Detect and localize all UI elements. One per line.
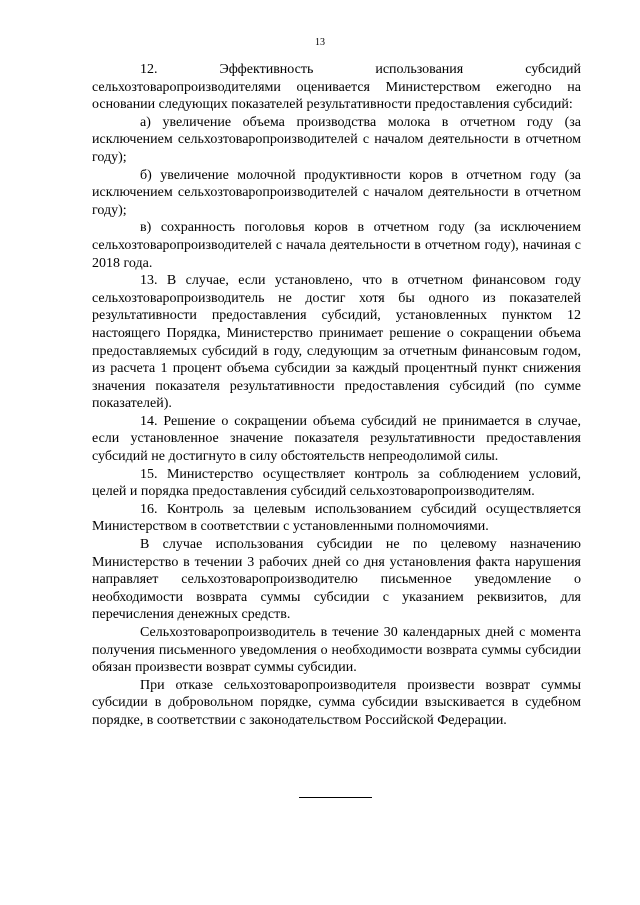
- paragraph-12a: а) увеличение объема производства молока в отчетном году (за исключением сельхозтоваропроизводителей с началом деятельности в отчетном году);: [92, 114, 581, 165]
- paragraph-12-number: 12.: [140, 62, 158, 77]
- paragraph-12-first-line: [92, 61, 581, 79]
- paragraph-12-word-1: Эффективность: [219, 62, 314, 77]
- paragraph-15: 15. Министерство осуществляет контроль за соблюдением условий, целей и порядка предоставления субсидий сельхозтоваропроизводителям.: [92, 466, 581, 500]
- paragraph-12-word-2: использования: [375, 62, 464, 77]
- paragraph-16-misuse: В случае использования субсидии не по целевому назначению Министерство в течении 3 рабочих дней со дня установления факта нарушения направляет сельхозтоваропроизводителю письменное уведомление о необходимости возврата суммы субсидии с указанием реквизитов, для перечисления денежных средств.: [92, 537, 581, 623]
- page-number: 13: [315, 37, 325, 48]
- paragraph-12b: б) увеличение молочной продуктивности коров в отчетном году (за исключением сельхозтоваропроизводителей с началом деятельности в отчетном году);: [92, 167, 581, 218]
- paragraph-14: 14. Решение о сокращении объема субсидий не принимается в случае, если установленное значение показателя результативности предоставления субсидий не достигнуто в силу обстоятельств непреодолимой силы.: [92, 413, 581, 465]
- paragraph-12-body: сельхозтоваропроизводителями оценивается Министерством ежегодно на основании следующих показателей результативности предоставления субсидий:: [92, 79, 581, 113]
- paragraph-16: 16. Контроль за целевым использованием субсидий осуществляется Министерством в соответствии с установленными полномочиями.: [92, 501, 581, 535]
- paragraph-12c: в) сохранность поголовья коров в отчетном году (за исключением сельхозтоваропроизводителей с начала деятельности в отчетном году), начиная с 2018 года.: [92, 220, 581, 271]
- paragraph-13: 13. В случае, если установлено, что в отчетном финансовом году сельхозтоваропроизводитель не достиг хотя бы одного из показателей результативности предоставления субсидий, установленных пунктом 12 настоящего Порядка, Министерство принимает решение о сокращении объема предоставляемых субсидий в году, следующим за отчетным финансовым годом, из расчета 1 процент объема субсидии за каждый процентный пункт снижения значения показателя результативности предоставления субсидий (по сумме показателей).: [92, 273, 581, 412]
- document-body: [92, 61, 581, 730]
- end-divider-line: [299, 797, 372, 798]
- paragraph-12-word-3: субсидий: [525, 62, 581, 77]
- paragraph-16-refusal: При отказе сельхозтоваропроизводителя произвести возврат суммы субсидии в добровольном порядке, сумма субсидии взыскивается в судебном порядке, в соответствии с законодательством Российской Федерации.: [92, 677, 581, 728]
- paragraph-16-refund-term: Сельхозтоваропроизводитель в течение 30 календарных дней с момента получения письменного уведомления о необходимости возврата суммы субсидии обязан произвести возврат суммы субсидии.: [92, 625, 581, 676]
